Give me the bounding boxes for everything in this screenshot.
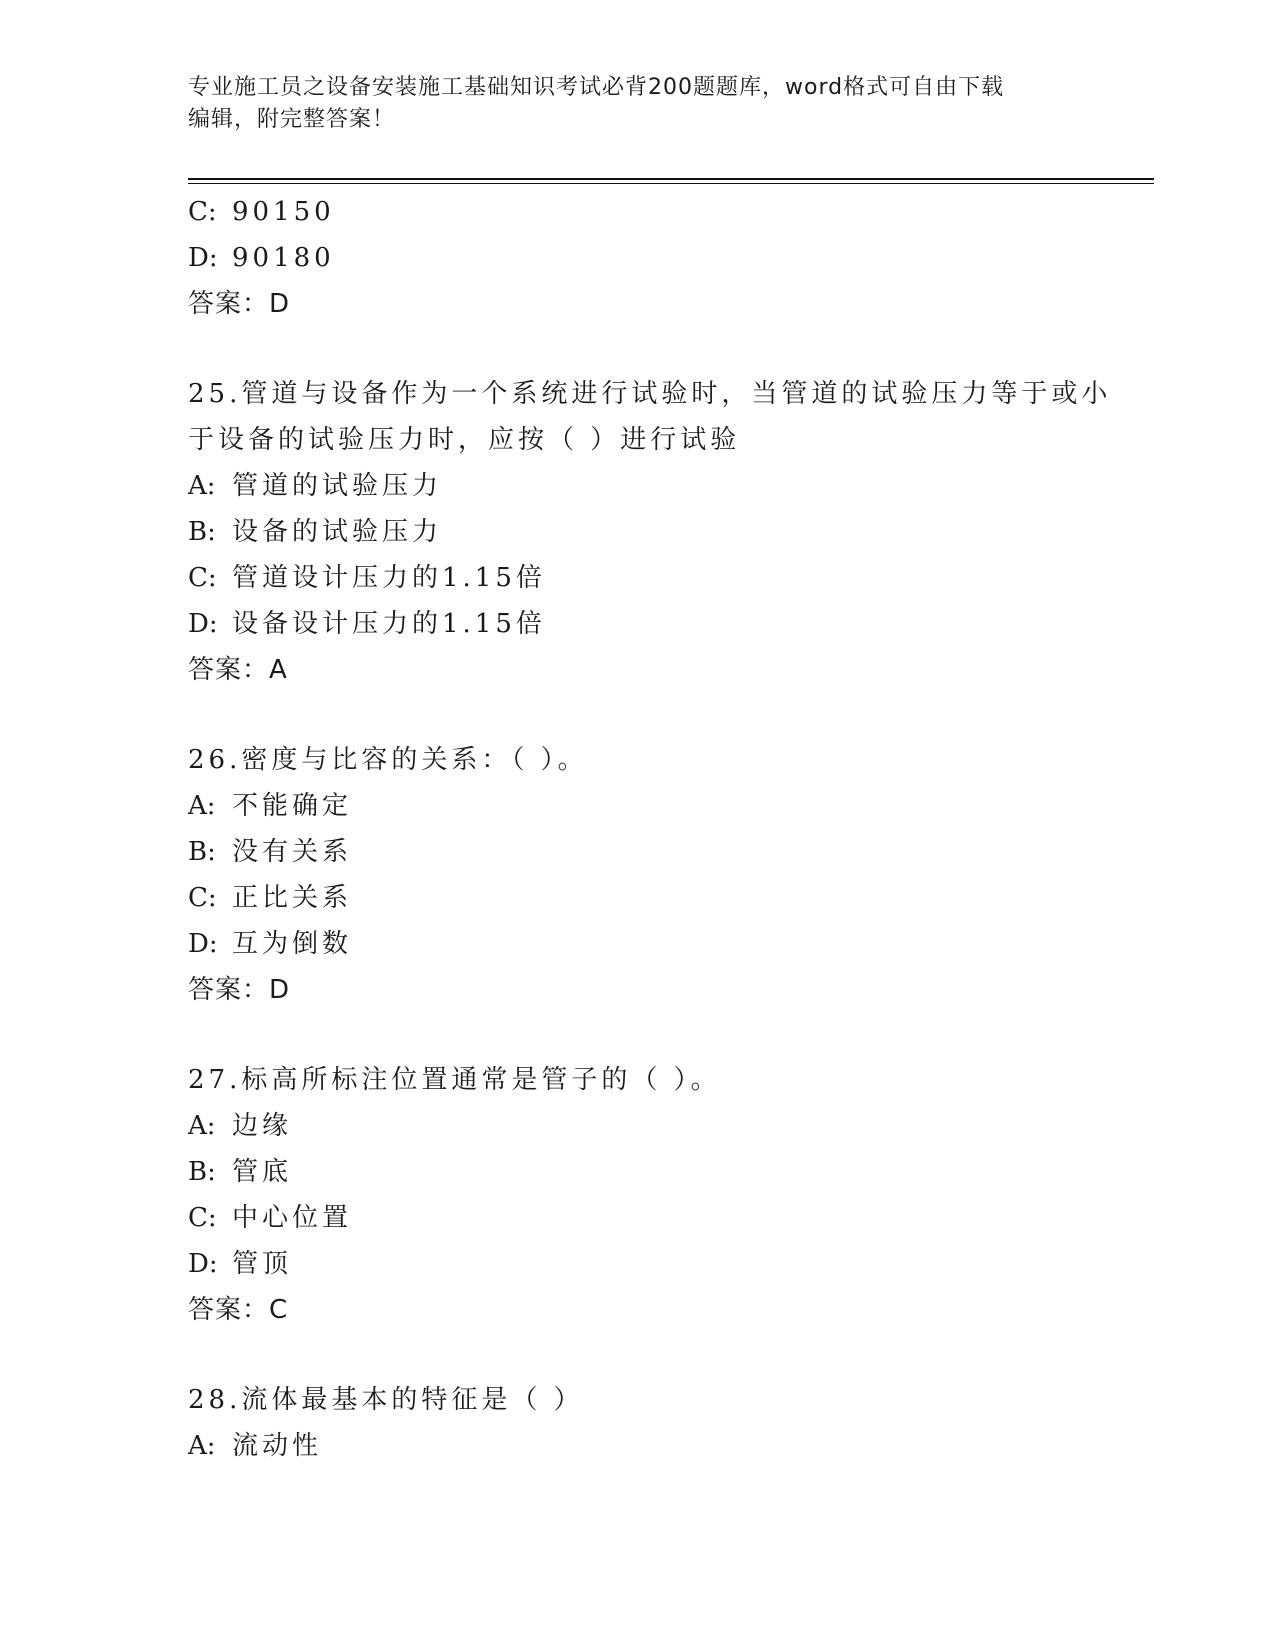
header-divider-thin — [188, 183, 1154, 184]
question-prev — [188, 189, 1088, 327]
option-a: A: 管道的试验压力 — [188, 471, 443, 501]
question-stem: 27.标高所标注位置通常是管子的（ ）。 — [188, 1065, 721, 1095]
option-d: D: 90180 — [188, 243, 335, 273]
option-b: B: 没有关系 — [188, 837, 353, 867]
option-a: A: 不能确定 — [188, 791, 353, 821]
answer: 答案：C — [188, 1295, 289, 1325]
question-list — [188, 189, 1112, 1469]
header-title-line-1: 专业施工员之设备安装施工基础知识考试必背200题题库，word格式可自由下载 — [188, 75, 1005, 100]
option-d: D: 互为倒数 — [188, 929, 353, 959]
document-header — [188, 72, 1088, 136]
question-stem-continued: 于设备的试验压力时，应按（ ）进行试验 — [188, 425, 741, 455]
answer: 答案：D — [188, 289, 291, 319]
answer: 答案：A — [188, 655, 288, 685]
option-c: C: 管道设计压力的1.15倍 — [188, 563, 546, 593]
option-b: B: 管底 — [188, 1157, 293, 1187]
header-title-line-2: 编辑，附完整答案！ — [188, 107, 396, 132]
option-c: C: 正比关系 — [188, 883, 353, 913]
answer: 答案：D — [188, 975, 291, 1005]
header-divider-thick — [188, 178, 1154, 180]
question-27 — [188, 1057, 1088, 1333]
option-c: C: 中心位置 — [188, 1203, 353, 1233]
option-d: D: 设备设计压力的1.15倍 — [188, 609, 546, 639]
question-stem: 26.密度与比容的关系：（ ）。 — [188, 745, 588, 775]
option-c: C: 90150 — [188, 197, 335, 227]
question-25 — [188, 371, 1112, 693]
option-d: D: 管顶 — [188, 1249, 293, 1279]
question-stem: 28.流体最基本的特征是（ ） — [188, 1385, 584, 1415]
option-a: A: 流动性 — [188, 1431, 323, 1461]
option-a: A: 边缘 — [188, 1111, 293, 1141]
question-28 — [188, 1377, 1088, 1469]
question-26 — [188, 737, 1088, 1013]
option-b: B: 设备的试验压力 — [188, 517, 443, 547]
question-stem: 25.管道与设备作为一个系统进行试验时，当管道的试验压力等于或小 — [188, 379, 1112, 409]
